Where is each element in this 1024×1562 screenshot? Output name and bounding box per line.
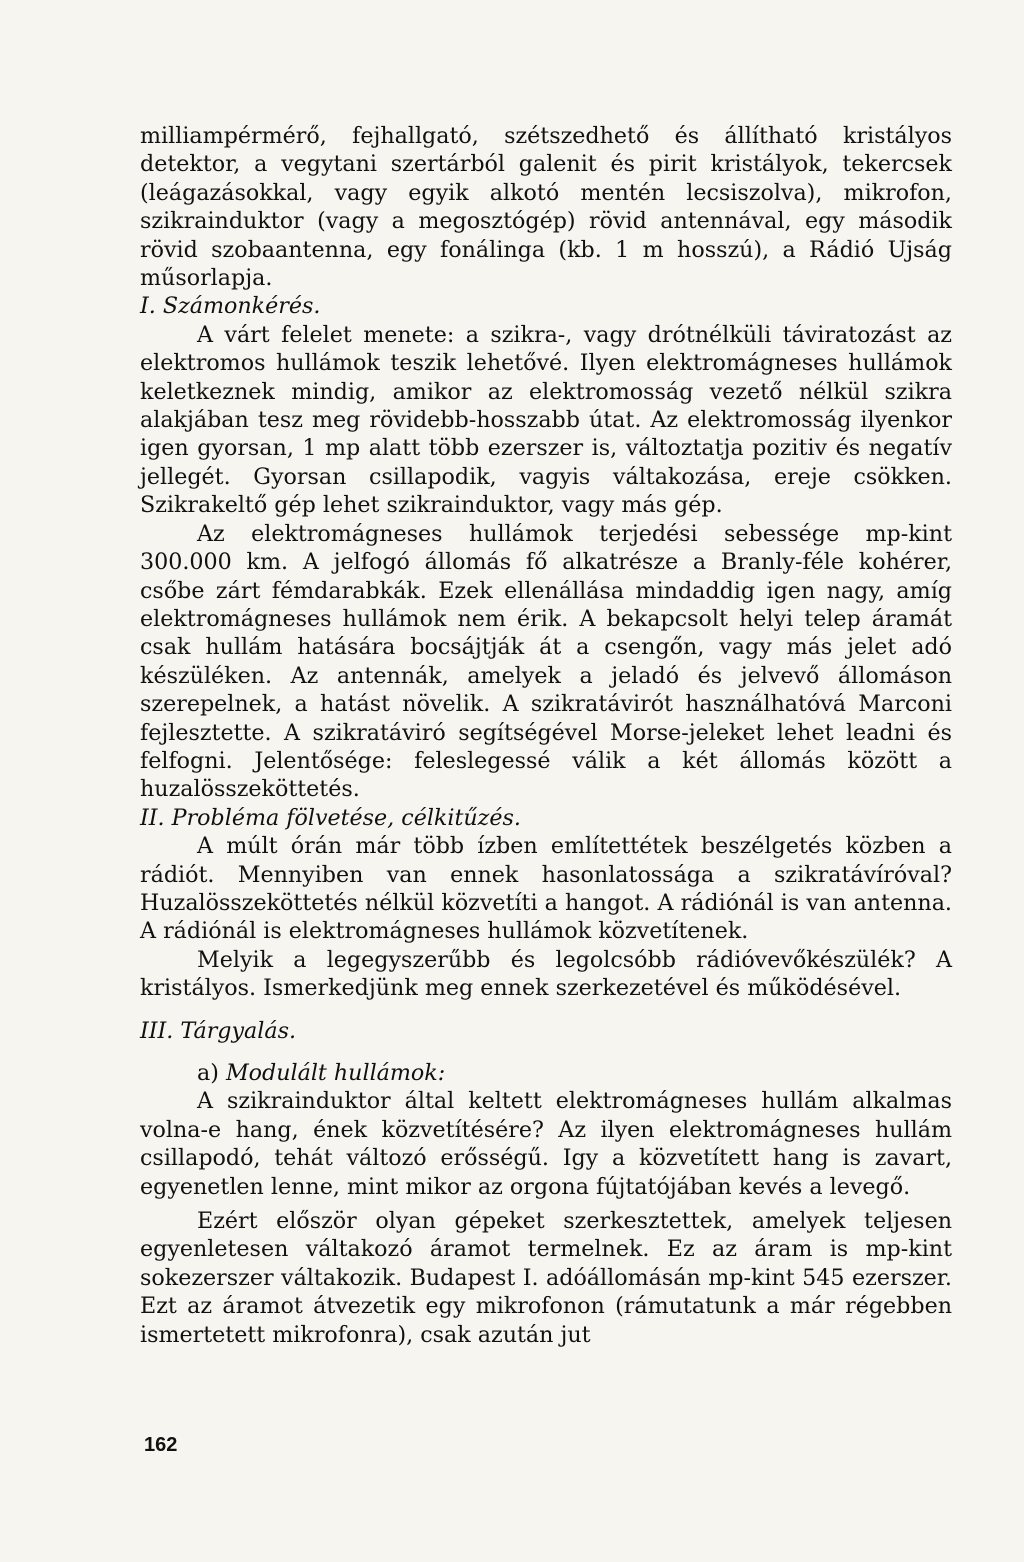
intro-paragraph: milliampérmérő, fejhallgató, szétszedhető és állítható kristályos detektor, a vegytani szertárból galenit és pirit kristályok, tekercsek (leágazásokkal, vagy egyik alkotó mentén lecsiszolva), mikrofon, szikrainduktor (vagy a megosztógép) rövid antennával, egy második rövid szobaantenna, egy fonálinga (kb. 1 m hosszú), a Rádió Ujság műsorlapja.	[140, 123, 952, 292]
section-2-heading: II. Probléma fölvetése, célkitűzés.	[140, 804, 521, 831]
page-number: 162	[144, 1434, 178, 1456]
spacer	[140, 1003, 952, 1017]
page-body	[140, 122, 952, 1349]
section-1-heading: I. Számonkérés.	[140, 293, 321, 320]
spacer	[140, 1045, 952, 1059]
section-1-paragraph-1: A várt felelet menete: a szikra-, vagy drótnélküli táviratozást az elektromos hullámok teszik lehetővé. Ilyen elektromágneses hullámok keletkeznek mindig, amikor az elektromosság vezető nélkül szikra alakjában tesz meg rövidebb-hosszabb útat. Az elektromosság ilyenkor igen gyorsan, 1 mp alatt több ezerszer is, változtatja pozitiv és negatív jellegét. Gyorsan csillapodik, vagyis váltakozása, ereje csökken. Szikrakeltő gép lehet szikrainduktor, vagy más gép.	[140, 321, 952, 519]
section-3-paragraph-2: Ezért először olyan gépeket szerkesztettek, amelyek teljesen egyenletesen váltakozó áramot termelnek. Ez az áram is mp-kint sokezerszer váltakozik. Budapest I. adóállomásán mp-kint 545 ezerszer. Ezt az áramot átvezetik egy mikrofonon (rámutatunk a már régebben ismertetett mikrofonra), csak azután jut	[140, 1208, 952, 1348]
section-3-heading: III. Tárgyalás.	[140, 1017, 297, 1044]
subheading-title: Modulált hullámok:	[225, 1060, 446, 1086]
subheading-prefix: a)	[197, 1060, 226, 1086]
section-3-subheading	[140, 1059, 952, 1087]
section-2-paragraph-1: A múlt órán már több ízben említettétek beszélgetés közben a rádiót. Mennyiben van ennek hasonlatossága a szikratávíróval? Huzalösszeköttetés nélkül közvetíti a hangot. A rádiónál is van antenna. A rádiónál is elektromágneses hullámok közvetítenek.	[140, 833, 952, 945]
section-2-paragraph-2: Melyik a legegyszerűbb és legolcsóbb rádióvevőkészülék? A kristályos. Ismerkedjünk meg ennek szerkezetével és működésével.	[140, 946, 952, 1002]
section-3-paragraph-1: A szikrainduktor által keltett elektromágneses hullám alkalmas volna-e hang, ének közvetítésére? Az ilyen elektromágneses hullám csillapodó, tehát változó erősségű. Igy a közvetített hang is zavart, egyenetlen lenne, mint mikor az orgona fújtatójában kevés a levegő.	[140, 1088, 952, 1200]
section-1-paragraph-2: Az elektromágneses hullámok terjedési sebessége mp-kint 300.000 km. A jelfogó állomás fő alkatrésze a Branly-féle kohérer, csőbe zárt fémdarabkák. Ezek ellenállása mindaddig igen nagy, amíg elektromágneses hullámok nem érik. A bekapcsolt helyi telep áramát csak hullám hatására bocsájtják át a csengőn, vagy más jelet adó készüléken. Az antennák, amelyek a jeladó és jelvevő állomáson szerepelnek, a hatást növelik. A szikratávirót használhatóvá Marconi fejlesztette. A szikratáviró segítségével Morse-jeleket lehet leadni és felfogni. Jelentősége: feleslegessé válik a két állomás között a huzalösszeköttetés.	[140, 520, 952, 803]
